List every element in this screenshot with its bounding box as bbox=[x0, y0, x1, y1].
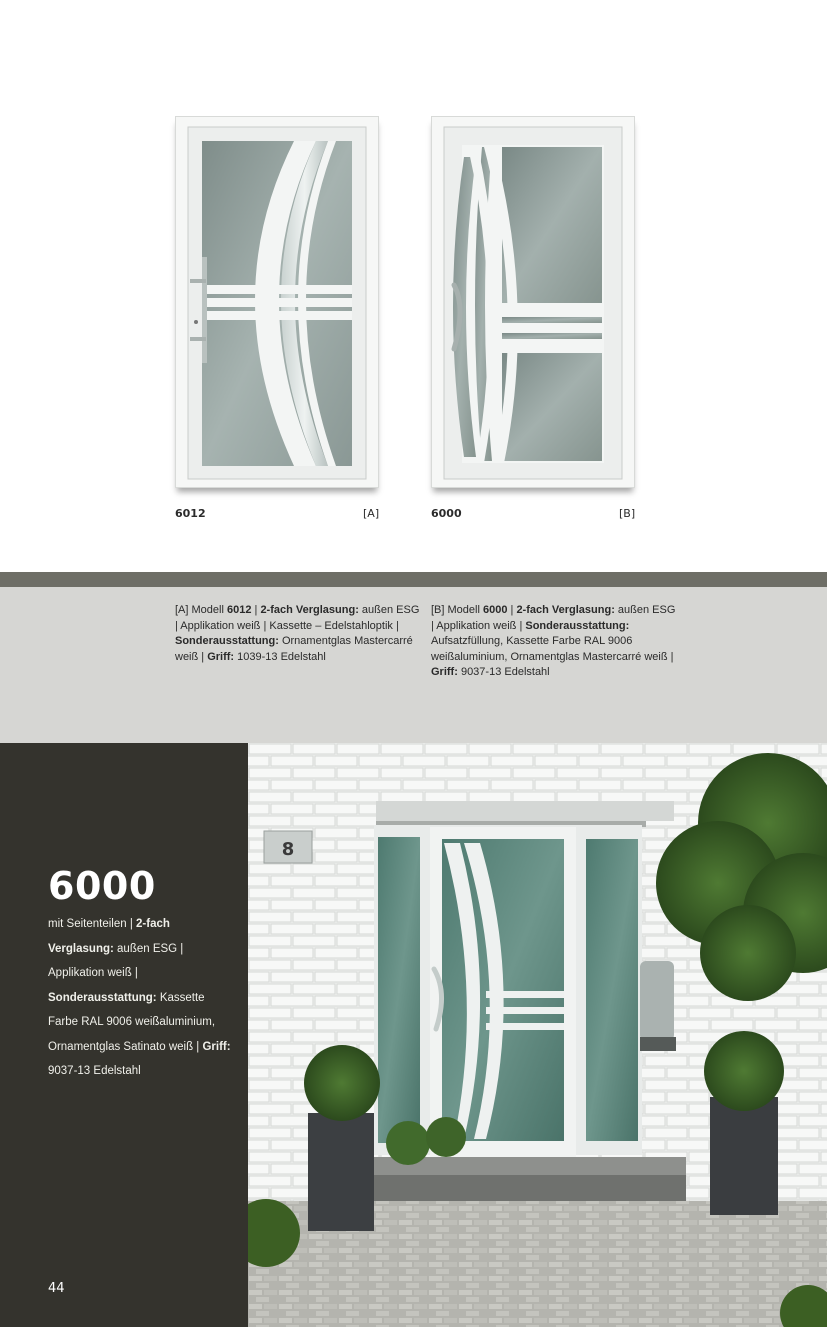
door-6000-illustration bbox=[432, 117, 634, 487]
door-image-6000 bbox=[431, 116, 635, 488]
caption-tag-b: [B] bbox=[619, 507, 636, 520]
feature-description: mit Seitenteilen | 2-fach Verglasung: außen ESG | Applikation weiß | Sonderausstattung: Kassette Farbe RAL 9006 weißaluminium, Ornamentglas Satinato weiß | Griff: 9037-13 Edelstahl bbox=[48, 918, 231, 1077]
separator-stripe bbox=[0, 572, 827, 587]
door-image-6012 bbox=[175, 116, 379, 488]
house-entrance-photo bbox=[248, 743, 827, 1327]
description-6000: [B] Modell 6000 | 2-fach Verglasung: außen ESG | Applikation weiß | Sonderausstattung: Aufsatzfüllung, Kassette Farbe RAL 9006 weißaluminium, Ornamentglas Mastercarré weiß | Griff: 9037-13 Edelstahl bbox=[431, 604, 676, 678]
feature-title: 6000 bbox=[48, 864, 156, 908]
caption-model-6012: 6012 bbox=[175, 507, 206, 520]
description-6012: [A] Modell 6012 | 2-fach Verglasung: außen ESG | Applikation weiß | Kassette – Edelstahloptik | Sonderausstattung: Ornamentglas Mastercarré weiß | Griff: 1039-13 Edelstahl bbox=[175, 604, 420, 663]
caption-tag-a: [A] bbox=[363, 507, 380, 520]
page-number: 44 bbox=[48, 1281, 65, 1296]
house-number: 8 bbox=[281, 839, 295, 860]
caption-model-6000: 6000 bbox=[431, 507, 462, 520]
door-6012-illustration bbox=[176, 117, 378, 487]
